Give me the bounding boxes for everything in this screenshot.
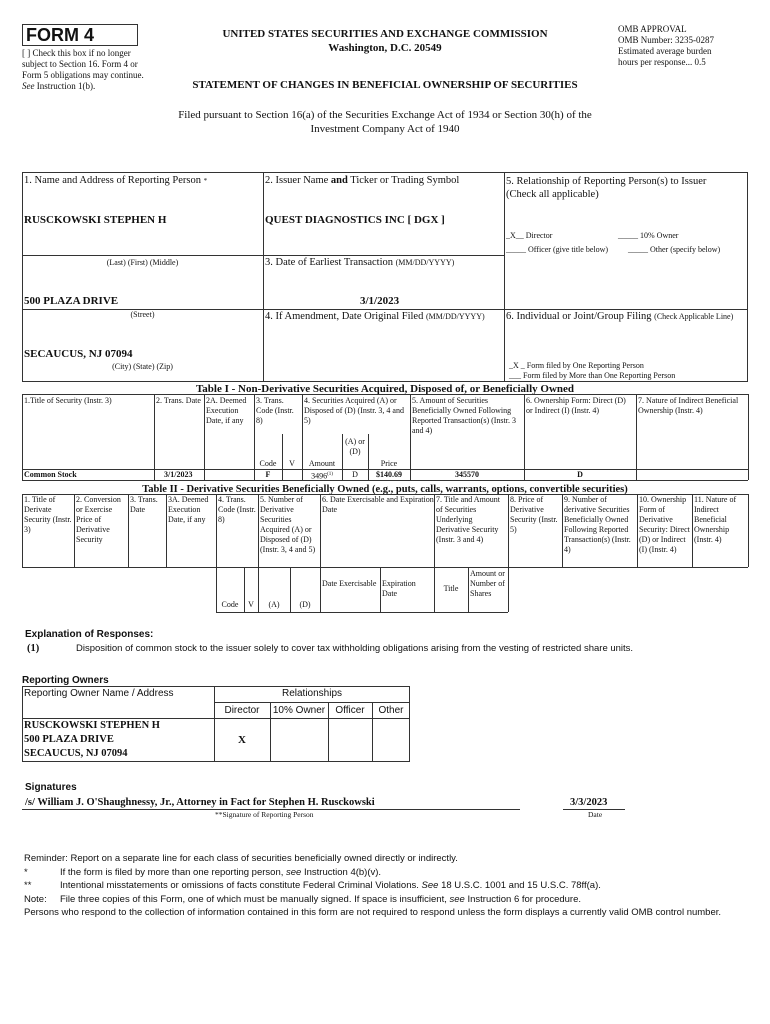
t1-sub-ad: (A) or (D): [345, 437, 365, 456]
check-box-text[interactable]: [ ] Check this box if no longer subject to Section 16. Form 4 or Form 5 obligations may continue. See Instruction 1(b).: [22, 48, 144, 91]
t1-row-ad: D: [352, 470, 358, 479]
t1-row-title: Common Stock: [24, 470, 77, 479]
signature-label: **Signature of Reporting Person: [215, 810, 314, 819]
t2-sub-v: V: [248, 600, 254, 609]
footer-notes: Reminder: Report on a separate line for each class of securities beneficially owned directly or indirectly. * If the form is filed by more than one reporting person, see Instruction 4(b)(v). ** Intentional misstatements or omissions of facts constitute Federal Criminal Violations. See 18 U.S.C. 1001 and 15 U.S.C. 78ff(a). Note: File three copies of this Form, one of which must be manually signed. If space is insufficient, see Instruction 6 for procedure. Persons who respond to the collection of information contained in this form are not required to respond unless the form displays a currently valid OMB control number.: [24, 853, 722, 918]
explanation-text: Disposition of common stock to the issuer solely to cover tax withholding obligations arising from the vesting of restricted share units.: [76, 643, 634, 654]
box5-label: 5. Relationship of Reporting Person(s) to Issuer (Check all applicable): [506, 176, 707, 200]
t1-h2: 2. Trans. Date: [156, 396, 201, 405]
street-hint: (Street): [130, 310, 155, 319]
form-title: FORM 4: [26, 25, 95, 45]
signatures-heading: Signatures: [25, 782, 77, 793]
owners-col-other: Other: [378, 705, 404, 716]
t1-h1: 1.Title of Security (Instr. 3): [24, 396, 112, 405]
table2-title: Table II - Derivative Securities Beneficially Owned (e.g., puts, calls, warrants, options, convertible securities): [142, 484, 628, 495]
t1-sub-price: Price: [380, 459, 398, 468]
t1-row-date: 3/1/2023: [164, 470, 193, 479]
t2-h3: 3. Trans. Date: [130, 495, 158, 514]
owners-col-name: Reporting Owner Name / Address: [24, 688, 174, 699]
t1-h6: 6. Ownership Form: Direct (D) or Indirect (I) (Instr. 4): [526, 396, 626, 415]
filed-pursuant-1: Filed pursuant to Section 16(a) of the Securities Exchange Act of 1934 or Section 30(h) of the: [178, 109, 592, 121]
t1-sub-v: V: [289, 459, 295, 468]
t2-h9: 9. Number of derivative Securities Beneficially Owned Following Reported Transaction(s) (Instr. 4): [564, 495, 631, 554]
t1-row-amount: 3496$^{(1)}$: [311, 471, 333, 481]
city-hint: (City) (State) (Zip): [112, 362, 173, 371]
t2-h8: 8. Price of Derivative Security (Instr. 5): [510, 495, 558, 534]
box6-label: 6. Individual or Joint/Group Filing (Check Applicable Line): [506, 311, 734, 322]
t1-row-form: D: [577, 470, 583, 479]
t2-h1: 1. Title of Derivate Security (Instr. 3): [24, 495, 72, 534]
t2-h5: 5. Number of Derivative Securities Acquired (A) or Disposed of (D) (Instr. 3, 4 and 5): [260, 495, 316, 554]
earliest-transaction-date: 3/1/2023: [360, 295, 400, 307]
t1-h4: 4. Securities Acquired (A) or Disposed of (D) (Instr. 3, 4 and 5): [304, 396, 404, 425]
t2-h4: 4. Trans. Code (Instr. 8): [218, 495, 256, 524]
t1-h7: 7. Nature of Indirect Beneficial Ownership (Instr. 4): [638, 396, 739, 415]
t2-h2: 2. Conversion or Exercise Price of Derivative Security: [76, 495, 121, 544]
owner-director-x: X: [238, 734, 246, 746]
name-hint: (Last) (First) (Middle): [106, 258, 179, 267]
owners-col-director: Director: [224, 705, 260, 716]
statement-title: STATEMENT OF CHANGES IN BENEFICIAL OWNERSHIP OF SECURITIES: [192, 79, 578, 91]
owners-col-owner: 10% Owner: [272, 705, 326, 716]
t2-h10: 10. Ownership Form of Derivative Security: Direct (D) or Indirect (I) (Instr. 4): [639, 495, 690, 554]
other-checkbox[interactable]: _____ Other (specify below): [628, 245, 721, 254]
multi-person-filing[interactable]: ___ Form filed by More than One Reporting Person: [509, 371, 676, 380]
filed-pursuant-2: Investment Company Act of 1940: [310, 123, 460, 135]
issuer-name: QUEST DIAGNOSTICS INC [ DGX ]: [265, 214, 445, 226]
ten-percent-owner-checkbox[interactable]: _____ 10% Owner: [618, 231, 679, 240]
officer-checkbox[interactable]: _____ Officer (give title below): [506, 245, 609, 254]
t1-row-price: $140.69: [376, 470, 402, 479]
owners-col-officer: Officer: [335, 705, 365, 716]
t2-sub-title: Title: [443, 584, 459, 593]
explanation-num: (1): [27, 643, 40, 654]
t2-sub-code: Code: [221, 600, 239, 609]
reporting-person-name: RUSCKOWSKI STEPHEN H: [24, 214, 167, 226]
signature-text: /s/ William J. O'Shaughnessy, Jr., Attorney in Fact for Stephen H. Rusckowski: [25, 797, 375, 808]
t1-sub-amount: Amount: [308, 459, 336, 468]
owners-col-rel: Relationships: [281, 688, 343, 699]
t2-sub-amount: Amount or Number of Shares: [470, 569, 505, 598]
t1-row-code: F: [265, 470, 271, 479]
t2-sub-d: (D): [299, 600, 311, 609]
owners-heading: Reporting Owners: [22, 675, 109, 686]
agency-name: UNITED STATES SECURITIES AND EXCHANGE COMMISSION: [222, 28, 548, 40]
box3-label: 3. Date of Earliest Transaction (MM/DD/YYYY): [265, 257, 455, 268]
t1-h2a: 2A. Deemed Execution Date, if any: [206, 396, 247, 425]
street-address: 500 PLAZA DRIVE: [24, 295, 119, 307]
form-title-box: [22, 24, 138, 46]
city-address: SECAUCUS, NJ 07094: [24, 348, 133, 360]
date-label: Date: [588, 810, 603, 819]
one-person-filing[interactable]: _X _ Form filed by One Reporting Person: [509, 361, 644, 370]
t2-h3a: 3A. Deemed Execution Date, if any: [168, 495, 209, 524]
box4-label: 4. If Amendment, Date Original Filed (MM/DD/YYYY): [265, 311, 485, 322]
t1-row-owned: 345570: [455, 470, 479, 479]
t1-sub-code: Code: [259, 459, 277, 468]
t2-h6: 6. Date Exercisable and Expiration Date: [322, 495, 434, 514]
box1-label: 1. Name and Address of Reporting Person *: [24, 175, 208, 186]
signature-date: 3/3/2023: [570, 797, 608, 808]
table1-title: Table I - Non-Derivative Securities Acquired, Disposed of, or Beneficially Owned: [195, 383, 575, 395]
t2-sub-a: (A): [268, 600, 280, 609]
omb-approval: OMB APPROVAL OMB Number: 3235-0287 Estimated average burden hours per response... 0.5: [618, 24, 714, 67]
owner-address: RUSCKOWSKI STEPHEN H 500 PLAZA DRIVE SECAUCUS, NJ 07094: [24, 720, 160, 759]
t1-h3: 3. Trans. Code (Instr. 8): [256, 396, 294, 425]
box2-label: 2. Issuer Name and Ticker or Trading Symbol: [265, 175, 460, 186]
t2-h11: 11. Nature of Indirect Beneficial Ownership (Instr. 4): [694, 495, 737, 544]
t2-sub-expiration: Expiration Date: [382, 579, 416, 598]
agency-location: Washington, D.C. 20549: [328, 42, 442, 54]
explanation-heading: Explanation of Responses:: [25, 629, 154, 640]
t2-h7: 7. Title and Amount of Securities Underlying Derivative Security (Instr. 3 and 4): [436, 495, 501, 544]
director-checkbox[interactable]: _X__ Director: [506, 231, 553, 240]
t1-h5: 5. Amount of Securities Beneficially Owned Following Reported Transaction(s) (Instr. 3 and 4): [412, 396, 516, 435]
t2-sub-exercisable: Date Exercisable: [322, 579, 377, 588]
